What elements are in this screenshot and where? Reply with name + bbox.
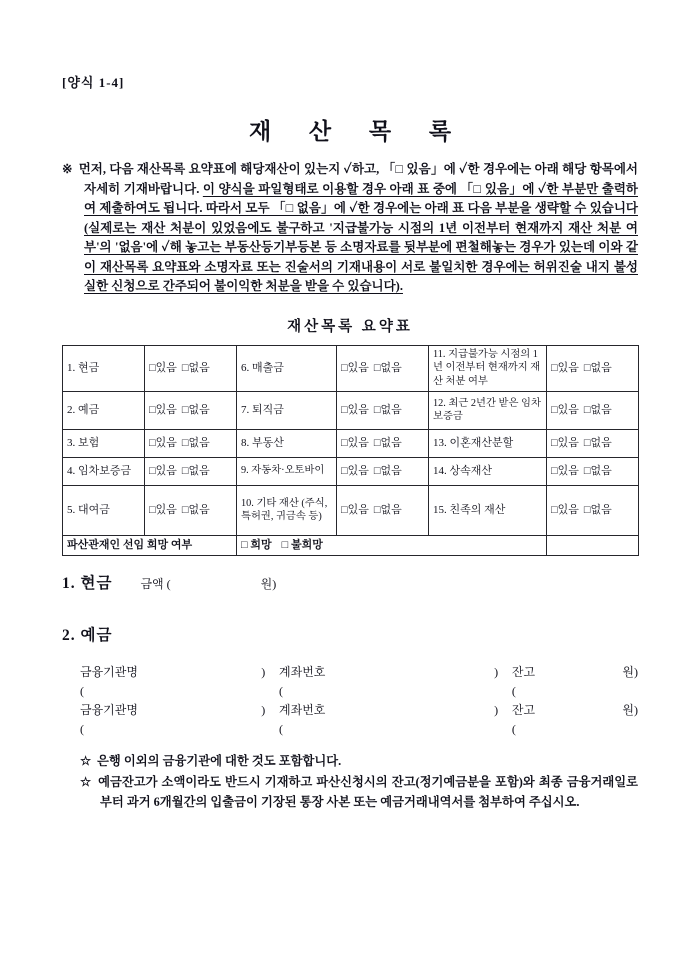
paren-close: )	[494, 702, 499, 717]
checkbox-no[interactable]: □없음	[181, 361, 210, 374]
checkbox-cell-other	[337, 485, 429, 535]
paren-close: )	[494, 664, 499, 679]
deposit-notes	[80, 752, 638, 813]
asset-label-inheritance: 14. 상속재산	[429, 457, 547, 485]
asset-label-divorce-division: 13. 이혼재산분할	[429, 429, 547, 457]
asset-label-disposal: 11. 지급불가능 시점의 1년 이전부터 현재까지 재산 처분 여부	[429, 345, 547, 391]
checkbox-no[interactable]: □없음	[373, 464, 402, 477]
checkbox-no-hope[interactable]: □ 불희망	[281, 538, 323, 551]
asset-label-vehicle: 9. 자동차·오토바이	[237, 457, 337, 485]
checkbox-cell-disposal	[547, 345, 639, 391]
empty-cell	[547, 535, 639, 555]
asset-label-deposit-security: 4. 임차보증금	[63, 457, 145, 485]
deposit-section-heading: 2. 예금	[62, 626, 113, 644]
asset-label-other: 10. 기타 재산 (주식, 특허권, 귀금속 등)	[237, 485, 337, 535]
account-number-label: 계좌번호(	[279, 702, 326, 736]
section-deposit	[62, 623, 638, 645]
asset-label-deposit: 2. 예금	[63, 391, 145, 429]
checkbox-no[interactable]: □없음	[583, 464, 612, 477]
section-cash	[62, 571, 638, 593]
checkbox-no[interactable]: □없음	[373, 403, 402, 416]
checkbox-no[interactable]: □없음	[373, 436, 402, 449]
bank-name-label: 금융기관명(	[80, 702, 138, 736]
checkbox-yes[interactable]: □있음	[551, 403, 579, 416]
checkbox-cell-insurance	[145, 429, 237, 457]
checkbox-no[interactable]: □없음	[583, 403, 612, 416]
checkbox-yes[interactable]: □있음	[341, 464, 369, 477]
checkbox-yes[interactable]: □있음	[551, 361, 579, 374]
checkbox-cell-realestate	[337, 429, 429, 457]
table-row	[63, 391, 639, 429]
checkbox-yes[interactable]: □있음	[149, 436, 177, 449]
trustee-appointment-label: 파산관재인 선임 희망 여부	[63, 535, 237, 555]
asset-label-loan: 5. 대여금	[63, 485, 145, 535]
bank-name-label: 금융기관명(	[80, 664, 138, 698]
checkbox-yes[interactable]: □있음	[551, 503, 579, 516]
checkbox-cell-cash	[145, 345, 237, 391]
checkbox-cell-vehicle	[337, 457, 429, 485]
checkbox-cell-receivables	[337, 345, 429, 391]
checkbox-yes[interactable]: □있음	[149, 403, 177, 416]
checkbox-yes[interactable]: □있음	[341, 403, 369, 416]
table-row	[63, 485, 639, 535]
intro-paragraph	[62, 160, 638, 297]
table-row	[63, 345, 639, 391]
account-number-label: 계좌번호(	[279, 664, 326, 698]
checkbox-hope[interactable]: □ 희망	[241, 538, 272, 551]
asset-label-realestate: 8. 부동산	[237, 429, 337, 457]
checkbox-yes[interactable]: □있음	[149, 503, 177, 516]
reference-mark-icon: ※	[62, 162, 73, 176]
checkbox-yes[interactable]: □있음	[341, 436, 369, 449]
checkbox-no[interactable]: □없음	[181, 403, 210, 416]
checkbox-no[interactable]: □없음	[583, 503, 612, 516]
checkbox-no[interactable]: □없음	[583, 361, 612, 374]
checkbox-cell-severance	[337, 391, 429, 429]
checkbox-cell-divorce-division	[547, 429, 639, 457]
checkbox-no[interactable]: □없음	[373, 361, 402, 374]
checkbox-yes[interactable]: □있음	[341, 503, 369, 516]
checkbox-cell-loan	[145, 485, 237, 535]
trustee-appointment-options	[237, 535, 547, 555]
note-text: 예금잔고가 소액이라도 반드시 기재하고 파산신청시의 잔고(정기예금분을 포함)와 최종 금융거래일로부터 과거 6개월간의 입출금이 기장된 통장 사본 또는 예금거래내역서를 첨부하여 주십시오.	[98, 775, 638, 809]
checkbox-yes[interactable]: □있음	[341, 361, 369, 374]
asset-label-cash: 1. 현금	[63, 345, 145, 391]
asset-label-lease-refund: 12. 최근 2년간 받은 임차보증금	[429, 391, 547, 429]
table-row	[63, 429, 639, 457]
cash-amount-label: 금액 (	[140, 576, 171, 591]
intro-lead-text: 먼저, 다음 재산목록 요약표에 해당재산이 있는지 ✓하고, 「□ 있음」에 ✓한 경우에는 아래 해당 항목에서 자세히 기재바랍니다.	[78, 162, 638, 196]
asset-label-insurance: 3. 보험	[63, 429, 145, 457]
balance-label: 잔고 (	[511, 702, 536, 736]
checkbox-yes[interactable]: □있음	[551, 436, 579, 449]
star-icon: ☆	[80, 775, 93, 789]
asset-label-receivables: 6. 매출금	[237, 345, 337, 391]
checkbox-cell-lease-refund	[547, 391, 639, 429]
asset-label-relatives: 15. 친족의 재산	[429, 485, 547, 535]
checkbox-yes[interactable]: □있음	[551, 464, 579, 477]
note-text: 은행 이외의 금융기관에 대한 것도 포함합니다.	[97, 753, 342, 768]
intro-underlined-text: 이 양식을 파일형태로 이용할 경우 아래 표 중에 「□ 있음」에 ✓한 부분만 출력하여 제출하여도 됩니다. 따라서 모두 「□ 없음」에 ✓한 경우에는 아래 표 다음 부분을 생략할 수 있습니다 (실제로는 재산 처분이 있었음에도 불구하고 '지급불가능 시점의 1년 이전부터 현재까지 재산 처분 여부'의 '없음'에 ✓해 놓고는 부동산등기부등본 등 소명자료를 뒷부분에 편철해놓는 경우가 있는데 이와 같이 재산목록 요약표와 소명자료 또는 진술서의 기재내용이 서로 불일치한 경우에는 허위진술 내지 불성실한 신청으로 간주되어 불이익한 처분을 받을 수 있습니다).	[84, 181, 638, 293]
checkbox-no[interactable]: □없음	[373, 503, 402, 516]
checkbox-yes[interactable]: □있음	[149, 464, 177, 477]
checkbox-no[interactable]: □없음	[583, 436, 612, 449]
balance-label: 잔고 (	[511, 664, 536, 698]
asset-summary-table	[62, 345, 639, 556]
cash-unit-label: 원)	[260, 576, 277, 591]
deposit-row-1	[80, 663, 638, 701]
summary-table-title: 재산목록 요약표	[287, 318, 413, 335]
deposit-row-2	[80, 701, 638, 739]
document-title: 재 산 목 록	[248, 119, 468, 144]
checkbox-cell-inheritance	[547, 457, 639, 485]
table-row	[63, 457, 639, 485]
checkbox-no[interactable]: □없음	[181, 464, 210, 477]
paren-close: )	[261, 664, 266, 679]
note-item-1	[80, 752, 638, 772]
deposit-entry-rows	[80, 663, 638, 739]
table-footer-row	[63, 535, 639, 555]
cash-section-heading: 1. 현금	[62, 574, 113, 592]
balance-unit-label: 원)	[622, 702, 639, 717]
star-icon: ☆	[80, 753, 92, 768]
checkbox-cell-deposit-security	[145, 457, 237, 485]
checkbox-yes[interactable]: □있음	[149, 361, 177, 374]
paren-close: )	[261, 702, 266, 717]
note-item-2	[80, 773, 638, 812]
balance-unit-label: 원)	[622, 664, 639, 679]
checkbox-no[interactable]: □없음	[181, 436, 210, 449]
checkbox-no[interactable]: □없음	[181, 503, 210, 516]
checkbox-cell-relatives	[547, 485, 639, 535]
checkbox-cell-deposit	[145, 391, 237, 429]
form-number-label: [양식 1-4]	[62, 75, 125, 90]
asset-label-severance: 7. 퇴직금	[237, 391, 337, 429]
